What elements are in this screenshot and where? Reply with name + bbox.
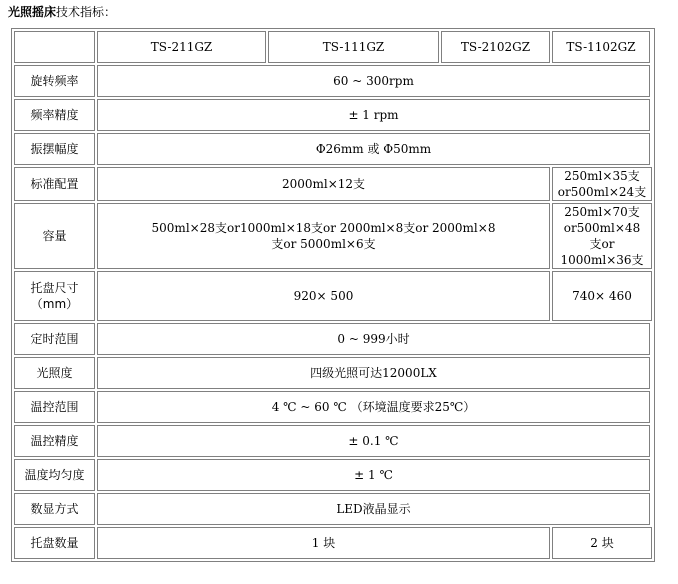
row-label: 温控精度 — [14, 425, 95, 457]
value-line: 支or 1000ml×36支 — [560, 237, 644, 267]
label-line: （mm） — [30, 297, 79, 311]
row-value: 250ml×35支or500ml×24支 — [552, 167, 652, 201]
row-value: 四级光照可达12000LX — [97, 357, 650, 389]
table-row — [14, 493, 652, 525]
table-row — [14, 459, 652, 491]
row-label: 振摆幅度 — [14, 133, 95, 165]
row-value: 740× 460 — [552, 271, 652, 321]
row-value: 0 ~ 999小时 — [97, 323, 650, 355]
row-value: ± 1 ℃ — [97, 459, 650, 491]
heading-suffix: 技术指标： — [56, 5, 117, 19]
table-row — [14, 167, 652, 201]
row-label: 数显方式 — [14, 493, 95, 525]
model-header: TS-2102GZ — [441, 31, 550, 63]
value-line: 支or 5000ml×6支 — [271, 237, 376, 251]
model-header-row — [14, 31, 652, 63]
table-row — [14, 391, 652, 423]
row-label: 温控范围 — [14, 391, 95, 423]
row-label: 标准配置 — [14, 167, 95, 201]
spec-table — [11, 28, 655, 562]
value-line: 500ml×28支or1000ml×18支or 2000ml×8支or 2000ml×8 — [151, 221, 496, 235]
row-label: 旋转频率 — [14, 65, 95, 97]
product-name: 光照摇床 — [8, 5, 57, 19]
row-label: 容量 — [14, 203, 95, 269]
table-row — [14, 527, 652, 559]
table-row — [14, 323, 652, 355]
row-label: 频率精度 — [14, 99, 95, 131]
row-label: 定时范围 — [14, 323, 95, 355]
row-value: LED液晶显示 — [97, 493, 650, 525]
label-line: 托盘尺寸 — [30, 281, 79, 295]
row-label: 温度均匀度 — [14, 459, 95, 491]
corner-cell — [14, 31, 95, 63]
model-header: TS-1102GZ — [552, 31, 650, 63]
row-value — [552, 203, 652, 269]
row-value: 2 块 — [552, 527, 652, 559]
table-row — [14, 271, 652, 321]
row-value: 2000ml×12支 — [97, 167, 550, 201]
table-row — [14, 133, 652, 165]
row-value: Φ26mm 或 Φ50mm — [97, 133, 650, 165]
table-row — [14, 65, 652, 97]
row-value: 920× 500 — [97, 271, 550, 321]
model-header: TS-211GZ — [97, 31, 266, 63]
value-line: 250ml×70支or500ml×48 — [563, 205, 641, 235]
table-row — [14, 203, 652, 269]
row-value: ± 1 rpm — [97, 99, 650, 131]
row-value: 60 ~ 300rpm — [97, 65, 650, 97]
table-row — [14, 425, 652, 457]
row-value: 4 ℃ ~ 60 ℃ （环境温度要求25℃） — [97, 391, 650, 423]
spec-heading — [8, 4, 116, 20]
row-label: 光照度 — [14, 357, 95, 389]
row-value: ± 0.1 ℃ — [97, 425, 650, 457]
row-value — [97, 203, 550, 269]
row-value: 1 块 — [97, 527, 550, 559]
model-header: TS-111GZ — [268, 31, 439, 63]
row-label: 托盘数量 — [14, 527, 95, 559]
table-row — [14, 357, 652, 389]
row-label — [14, 271, 95, 321]
table-row — [14, 99, 652, 131]
